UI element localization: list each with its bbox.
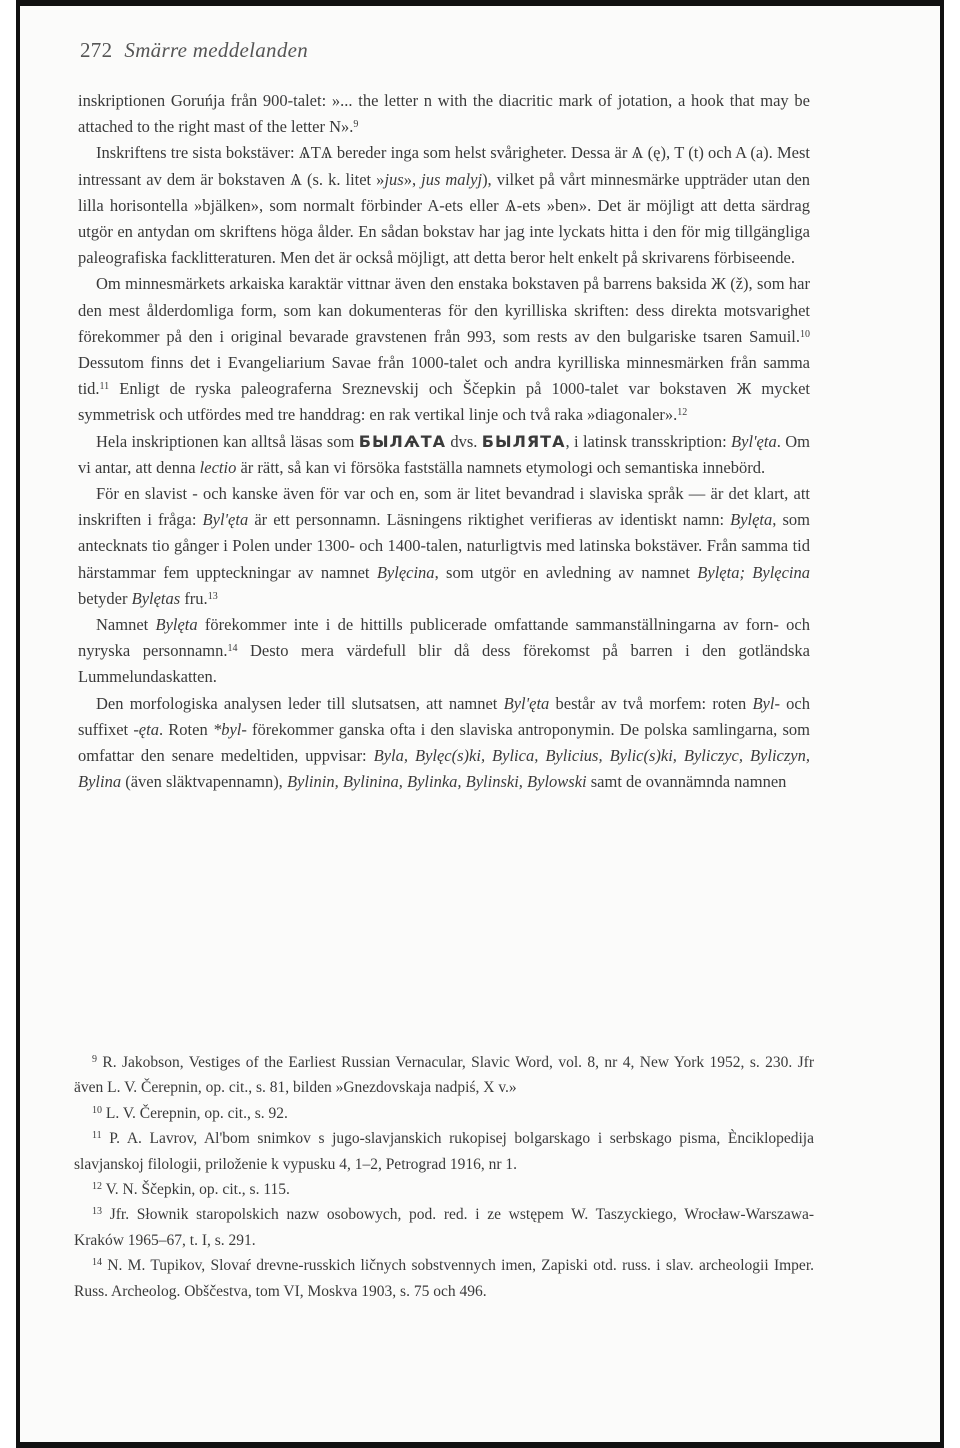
p7-text-b: består av två morfem: roten: [549, 693, 753, 713]
footnote-ref-10: 10: [800, 328, 810, 340]
p5-italic-3: Bylęcina: [376, 562, 435, 582]
p4-italic-2: lectio: [199, 457, 237, 477]
paragraph-5: [78, 481, 810, 612]
paragraph-1: [78, 88, 810, 140]
running-head: [80, 38, 308, 63]
p4-cyrillic-2: БЫЛЯТА: [481, 431, 566, 451]
footnote-text: L. V. Čerepnin, op. cit., s. 92.: [105, 1104, 288, 1122]
p2-text-a: Inskriftens tre sista bokstäver: ѦТѦ bereder inga som helst svårigheter. Dessa är Ѧ (ę), T (t) och A (a). Mest intressant av dem är bokstaven Ѧ (s. k. litet »: [78, 143, 810, 189]
book-page: [20, 6, 940, 1442]
footnote-text: N. M. Tupikov, Slovaŕ drevne-russkich ličnych sobstvennych imen, Zapiski otd. russ. i slav. archeologii Imper. Russ. Archeolog. Obščestva, tom VI, Moskva 1903, s. 75 och 496.: [74, 1257, 814, 1300]
body-text: [78, 88, 810, 795]
p7-italic-1: Byl'ęta: [503, 693, 550, 713]
footnote-text: R. Jakobson, Vestiges of the Earliest Russian Vernacular, Slavic Word, vol. 8, nr 4, New York 1952, s. 230. Jfr även L. V. Čerepnin, op. cit., s. 81, bilden »Gnezdovskaja nadpiś, X v.»: [74, 1054, 815, 1097]
p7-italic-3: -ęta: [133, 719, 159, 739]
p2-text-e: ), vilket på vårt minnesmärke uppträder utan den lilla horisontella »bjälken», som normalt förbinder A-ets eller Ѧ-ets »ben». Det är möjligt att detta särdrag utgör en antydan om skriftens höga ålder. En sådan bokstav har jag inte lyckats hitta i den för mig tillgängliga paleografiska facklitteraturen. Men det är också möjligt, att detta beror helt enkelt på skrivarens förbiseende.: [78, 169, 811, 268]
p4-text-d: . Om vi antar, att denna: [78, 431, 810, 477]
p4-cyrillic-1: БЫЛѦТА: [358, 431, 446, 451]
paragraph-2: [78, 140, 810, 271]
p5-italic-1: Byl'ęta: [202, 510, 249, 530]
p5-italic-5: Bylętas: [131, 588, 181, 608]
p7-italic-2: Byl-: [752, 693, 780, 713]
p4-text-a: Hela inskriptionen kan alltså läsas som: [96, 431, 359, 451]
p5-text-a: För en slavist - och kanske även för var och en, som är litet bevandrad i slaviska språk — är det klart, att inskriften i fråga:: [78, 484, 810, 530]
p3-text-a: Om minnesmärkets arkaiska karaktär vittnar även den enstaka bokstaven på barrens baksida Ж (ž), som har den mest ålderdomliga form, som kan dokumenteras för den kyrilliska skriften: dess direkta motsvarighet förekommer på den i original bevarade gravstenen från 993, som rests av den bulgariske tsaren Samuil.: [78, 274, 810, 346]
p7-italic-5: Byla, Bylęc(s)ki, Bylica, Bylicius, Bylic(s)ki, Byliczyc, Byliczyn, Bylina: [78, 746, 810, 792]
footnote-ref-12: 12: [677, 407, 688, 419]
p7-text-c: och suffixet: [78, 693, 810, 739]
footnote-text: V. N. Ščepkin, op. cit., s. 115.: [105, 1181, 290, 1199]
p7-text-f: (även släktvapennamn),: [121, 772, 287, 792]
footnote-ref-14: 14: [227, 643, 238, 655]
footnote-number: 9: [92, 1054, 97, 1065]
p6-italic-1: Bylęta: [155, 615, 198, 635]
section-title: Smärre meddelanden: [124, 38, 309, 62]
footnote-12: [74, 1177, 814, 1202]
footnote-14: [74, 1253, 814, 1304]
footnote-11: [74, 1126, 814, 1177]
p4-text-c: , i latinsk transskription:: [565, 431, 732, 451]
p7-text-g: samt de ovannämnda namnen: [586, 772, 787, 792]
p2-italic-jus-malyj: jus malyj: [421, 169, 483, 189]
p6-text-a: Namnet: [96, 615, 156, 635]
footnote-9: [74, 1050, 814, 1101]
p2-italic-jus: jus: [384, 169, 404, 189]
p5-text-e: betyder: [78, 588, 132, 608]
p5-text-f: fru.: [180, 588, 208, 608]
footnote-10: [74, 1101, 814, 1126]
p5-italic-4: Bylęta; Bylęcina: [697, 562, 811, 582]
p1-text: inskriptionen Goruńja från 900-talet: »... the letter n with the diacritic mark of jotation, a hook that may be attached to the right mast of the letter N».: [78, 91, 810, 137]
footnote-number: 10: [92, 1104, 102, 1116]
footnote-text: Jfr. Słownik staropolskich nazw osobowych, pod. red. i ze wstępem W. Taszyckiego, Wrocław-Warszawa-Kraków 1965–67, t. I, s. 291.: [74, 1206, 814, 1249]
p4-text-e: är rätt, så kan vi försöka fastställa namnets etymologi och semantiska innebörd.: [236, 457, 766, 477]
p5-italic-2: Bylęta: [730, 510, 773, 530]
paragraph-6: [78, 612, 810, 691]
p7-text-e: förekommer ganska ofta i den slaviska antroponymin. De polska samlingarna, som omfattar den senare medeltiden, uppvisar:: [78, 719, 810, 766]
p2-text-c: »,: [403, 169, 422, 189]
p5-text-b: är ett personnamn. Läsningens riktighet verifieras av identiskt namn:: [248, 510, 731, 530]
paragraph-3: [78, 271, 810, 428]
p7-text-d: . Roten: [158, 719, 213, 739]
p4-text-b: dvs.: [445, 431, 482, 451]
paragraph-4: [78, 429, 810, 481]
footnote-ref-9: 9: [353, 119, 359, 131]
footnote-number: 14: [92, 1257, 102, 1269]
page-number: 272: [80, 38, 113, 62]
p3-text-c: Enligt de ryska paleograferna Sreznevskij och Ščepkin på 1000-talet var bokstaven Ж mycket symmetrisk och utfördes med tre handdrag: en rak vertikal linje och två raka »diagonaler».: [78, 379, 810, 425]
paragraph-7: [78, 691, 810, 796]
footnote-number: 11: [92, 1130, 102, 1142]
footnote-text: P. A. Lavrov, Al'bom snimkov s jugo-slavjanskich rukopisej bolgarskago i serbskago pisma, Ènciklopedija slavjanskoj filologii, priloženie k vypusku 4, 1–2, Petrograd 1916, nr 1.: [74, 1130, 814, 1173]
footnote-13: [74, 1202, 814, 1253]
footnotes: [74, 1050, 814, 1304]
p3-text-b: Dessutom finns det i Evangeliarium Savae från 1000-talet och andra kyrilliska minnesmärken från samma tid.: [78, 353, 810, 399]
p7-text-a: Den morfologiska analysen leder till slutsatsen, att namnet: [96, 693, 504, 713]
p7-italic-4: *byl-: [212, 719, 247, 739]
p5-text-c: , som antecknats tio gånger i Polen under 1300- och 1400-talen, naturligtvis med latinska bokstäver. Från samma tid härstammar fem uppteckningar av namnet: [78, 510, 810, 582]
p4-italic-1: Byl'ęta: [731, 431, 777, 451]
p7-italic-6: Bylinin, Bylinina, Bylinka, Bylinski, Bylowski: [286, 772, 587, 792]
footnote-number: 12: [92, 1181, 102, 1193]
footnote-ref-11: 11: [99, 381, 110, 393]
footnote-ref-13: 13: [207, 590, 218, 602]
p6-text-b: förekommer inte i de hittills publicerade omfattande sammanställningarna av forn- och nyryska personnamn.: [78, 615, 810, 661]
p5-text-d: , som utgör en avledning av namnet: [434, 562, 698, 582]
p6-text-c: Desto mera värdefull blir då dess förekomst på barren i den gotländska Lummelundaskatten.: [78, 641, 810, 687]
footnote-number: 13: [92, 1206, 102, 1218]
